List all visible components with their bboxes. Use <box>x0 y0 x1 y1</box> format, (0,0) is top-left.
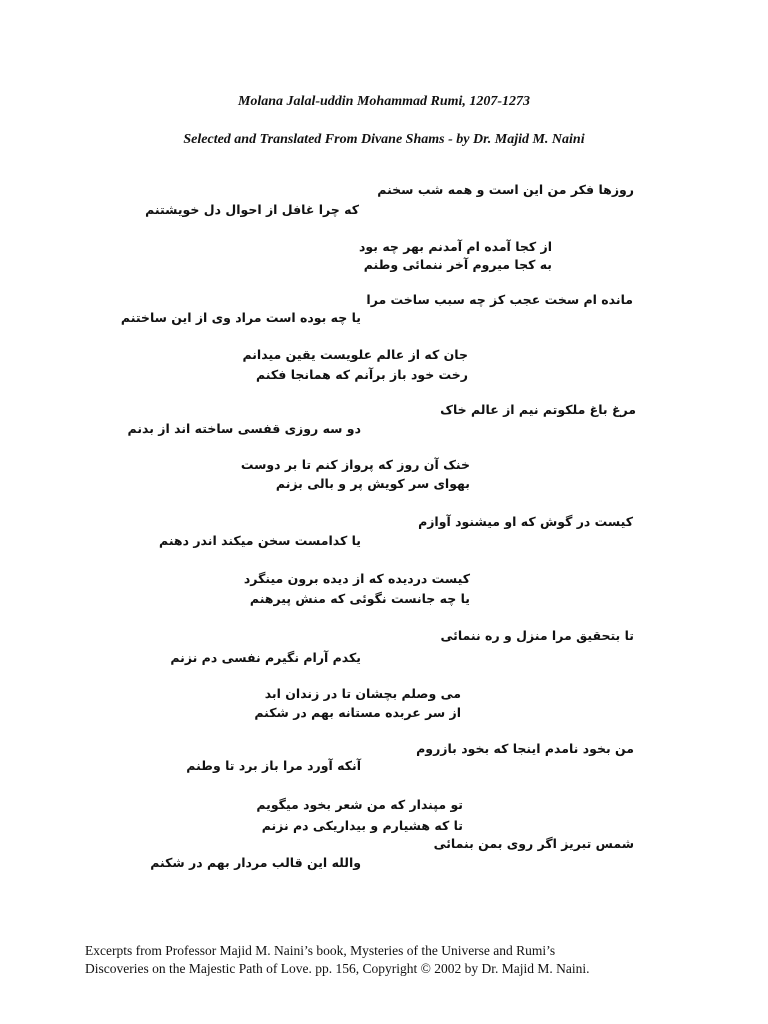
poem-line: خنک آن روز که پرواز کنم تا بر دوست <box>240 457 470 472</box>
footer-line: Excerpts from Professor Majid M. Naini’s book, Mysteries of the Universe and Rumi’s <box>85 943 556 958</box>
poem-line: تو مپندار که من شعر بخود میگویم <box>256 797 463 812</box>
poem-line: یا چه جانست نگوئی که منش پیرهنم <box>249 591 470 606</box>
poem-line: جان که از عالم علویست یقین میدانم <box>242 347 468 362</box>
poem-line: مرغ باغ ملکوتم نیم از عالم خاک <box>440 402 636 417</box>
poem-line: یکدم آرام نگیرم نفسی دم نزنم <box>170 650 361 665</box>
poem-line: شمس تبریز اگر روی بمن بنمائی <box>433 836 634 851</box>
poem-line: یا چه بوده است مراد وی از این ساختنم <box>120 310 361 325</box>
poem-line: که چرا غافل از احوال دل خویشتنم <box>145 202 359 217</box>
poem-line: از کجا آمده ام آمدنم بهر چه بود <box>359 239 552 254</box>
poem-line: یا کدامست سخن میکند اندر دهنم <box>159 533 361 548</box>
poem-line: آنکه آورد مرا باز برد تا وطنم <box>186 758 361 773</box>
poem-line: روزها فکر من این است و همه شب سخنم <box>377 182 634 197</box>
footer-line: Discoveries on the Majestic Path of Love. pp. 156, Copyright © 2002 by Dr. Majid M. Naini. <box>85 961 590 976</box>
poem-line: تا که هشیارم و بیداریکی دم نزنم <box>261 818 463 833</box>
poem-line: تا بتحقیق مرا منزل و ره ننمائی <box>440 628 634 643</box>
page-subtitle: Selected and Translated From Divane Shams - by Dr. Majid M. Naini <box>183 132 585 147</box>
poem-line: من بخود نامدم اینجا که بخود بازروم <box>416 741 634 756</box>
poem-line: دو سه روزی قفسی ساخته اند از بدنم <box>127 421 361 436</box>
poem-line: به کجا میروم آخر ننمائی وطنم <box>363 257 552 272</box>
poem-line: کیست در گوش که او میشنود آوازم <box>418 514 633 529</box>
page-title: Molana Jalal-uddin Mohammad Rumi, 1207-1273 <box>237 94 531 109</box>
poem-line: کیست دردیده که از دیده برون مینگرد <box>243 571 470 586</box>
poem-line: از سر عربده مستانه بهم در شکنم <box>254 705 461 720</box>
poem-line: مانده ام سخت عجب کز چه سبب ساخت مرا <box>366 292 633 307</box>
poem-line: رخت خود باز برآنم که همانجا فکنم <box>256 367 468 382</box>
poem-line: والله این قالب مردار بهم در شکنم <box>150 855 361 870</box>
poem-line: می وصلم بچشان تا در زندان ابد <box>264 686 461 701</box>
poem-line: بهوای سر کویش پر و بالی بزنم <box>275 476 470 491</box>
copyright-footer <box>85 942 685 978</box>
